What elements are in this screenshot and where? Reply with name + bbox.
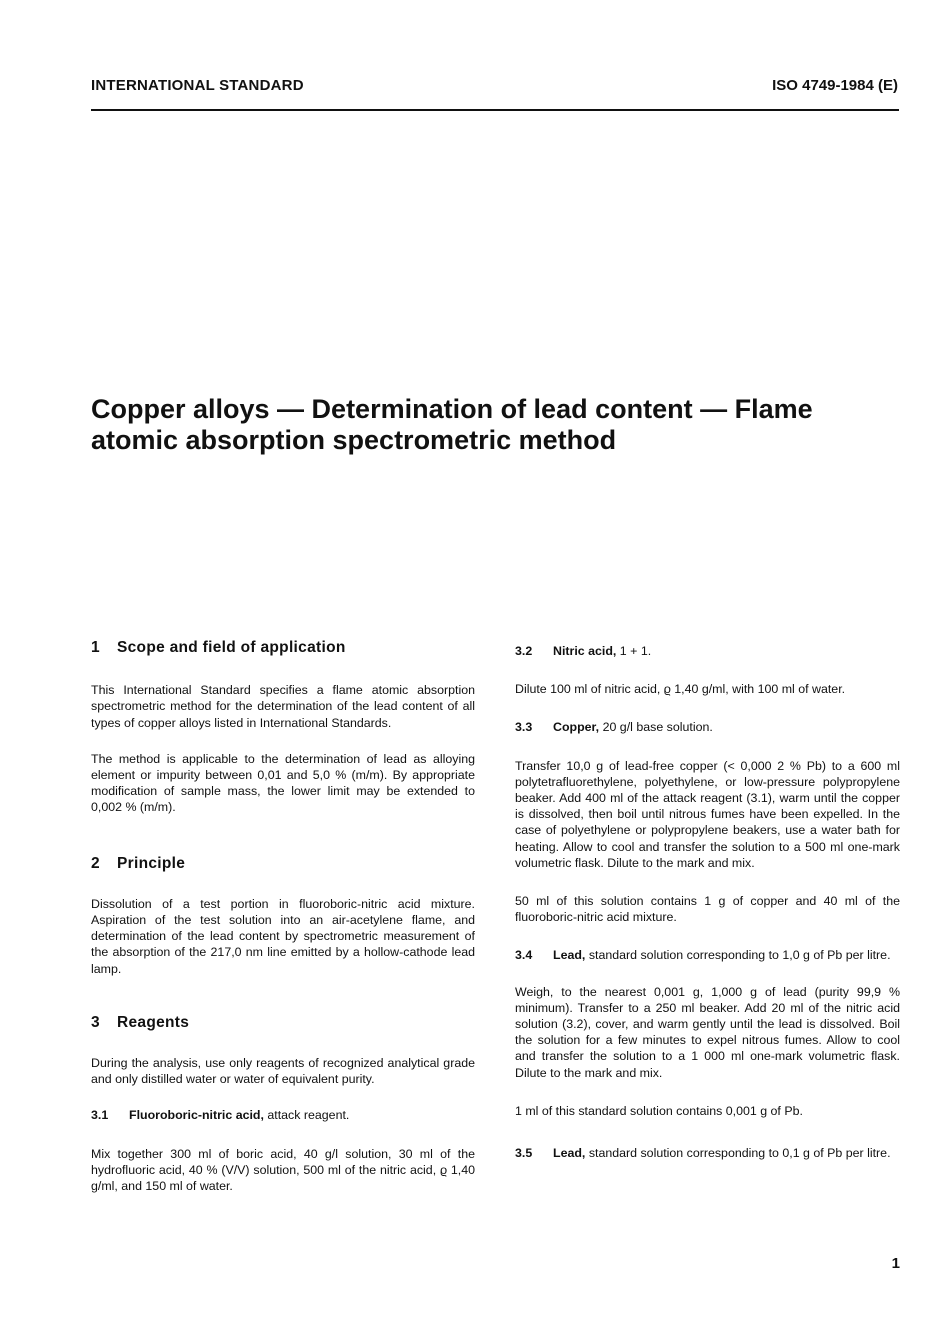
title-line-1: Copper alloys — Determination of lead content — Flame <box>91 394 813 424</box>
subsection-3-1-rest: attack reagent. <box>263 1108 350 1123</box>
document-title <box>91 394 901 456</box>
subsection-3-4-paragraph-2: 1 ml of this standard solution contains 0,001 g of Pb. <box>515 1103 803 1118</box>
subsection-3-5-number: 3.5 <box>515 1146 533 1161</box>
subsection-3-2-rest: 1 + 1. <box>616 644 652 658</box>
subsection-3-3-rest: 20 g/l base solution. <box>599 720 713 735</box>
section-2-title: Principle <box>117 854 186 872</box>
section-1-title: Scope and field of application <box>117 639 346 656</box>
subsection-3-2-heading <box>515 643 900 659</box>
section-3-number: 3 <box>91 1013 100 1031</box>
header-rule <box>91 109 899 111</box>
subsection-3-4-title: Lead, <box>553 948 586 963</box>
subsection-3-1-number: 3.1 <box>91 1108 109 1123</box>
section-2-paragraph-1: Dissolution of a test portion in fluoroboric-nitric acid mixture. Aspiration of the test solution into an air-acetylene flame, and determination of the lead content by spectrometric measurement of the absorption of the 217,0 nm line emitted by a hollow-cathode lead lamp. <box>91 896 475 976</box>
subsection-3-4-number: 3.4 <box>515 948 533 963</box>
subsection-3-4-paragraph-1: Weigh, to the nearest 0,001 g, 1,000 g of lead (purity 99,9 % minimum). Transfer to a 250 ml beaker. Add 20 ml of the nitric acid solution (3.2), cover, and warm gently until the lead is dissolved. Boil the solution for a few minutes to expel nitrous fumes. Allow to cool and transfer the solution to a 1 000 ml one-mark volumetric flask. Dilute to the mark and mix. <box>515 984 900 1080</box>
section-1-paragraph-1: This International Standard specifies a flame atomic absorption spectrometric method for the determination of the lead content of all types of copper alloys listed in International Standards. <box>91 683 475 730</box>
section-3-heading <box>91 1015 475 1031</box>
subsection-3-4-heading <box>515 947 900 963</box>
subsection-3-3-title: Copper, <box>553 720 600 735</box>
left-column <box>91 640 475 1194</box>
section-1-paragraph-2: The method is applicable to the determination of lead as alloying element or impurity between 0,01 and 5,0 % (m/m). By appropriate modification of sample mass, the lower limit may be extended to 0,002 % (m/m). <box>91 751 475 815</box>
subsection-3-3-paragraph-2: 50 ml of this solution contains 1 g of copper and 40 ml of the fluoroboric-nitric acid mixture. <box>515 894 900 925</box>
title-line-2: atomic absorption spectrometric method <box>91 425 617 455</box>
subsection-3-1-title: Fluoroboric-nitric acid, <box>129 1108 264 1123</box>
subsection-3-2-paragraph: Dilute 100 ml of nitric acid, ϱ 1,40 g/ml, with 100 ml of water. <box>515 682 846 697</box>
subsection-3-4-rest: standard solution corresponding to 1,0 g of Pb per litre. <box>585 948 891 963</box>
page-number: 1 <box>891 1255 900 1272</box>
section-2-number: 2 <box>91 854 100 872</box>
header-document-id: ISO 4749-1984 (E) <box>772 77 898 94</box>
right-column <box>515 640 900 1161</box>
section-3-paragraph-1: During the analysis, use only reagents of recognized analytical grade and only distilled water or water of equivalent purity. <box>91 1056 475 1087</box>
subsection-3-1-heading <box>91 1107 475 1123</box>
subsection-3-5-title: Lead, <box>553 1146 586 1161</box>
section-1-heading <box>91 640 475 656</box>
subsection-3-1-paragraph: Mix together 300 ml of boric acid, 40 g/l solution, 30 ml of the hydrofluoric acid, 40 % (V/V) solution, 500 ml of the nitric acid, ϱ 1,40 g/ml, and 150 ml of water. <box>91 1146 475 1194</box>
subsection-3-5-rest: standard solution corresponding to 0,1 g of Pb per litre. <box>585 1146 891 1161</box>
section-1-number: 1 <box>91 639 100 656</box>
subsection-3-5-heading <box>515 1145 900 1161</box>
section-3-title: Reagents <box>117 1013 190 1031</box>
subsection-3-3-paragraph-1: Transfer 10,0 g of lead-free copper (< 0,000 2 % Pb) to a 600 ml polytetrafluorethylene, polyethylene, or low-pressure polypropylene beaker. Add 400 ml of the attack reagent (3.1), warm until the copper is dissolved, then boil until nitrous fumes have been expelled. In the case of polyethylene or polypropylene beakers, use a water bath for heating. Allow to cool and transfer the solution to a 500 ml one-mark volumetric flask. Dilute to the mark and mix. <box>515 758 900 870</box>
subsection-3-2-number: 3.2 <box>515 644 533 658</box>
subsection-3-2-title: Nitric acid, <box>553 644 617 658</box>
header-standard-label: INTERNATIONAL STANDARD <box>91 77 304 94</box>
subsection-3-3-heading <box>515 719 900 735</box>
section-2-heading <box>91 856 475 872</box>
subsection-3-3-number: 3.3 <box>515 720 533 735</box>
